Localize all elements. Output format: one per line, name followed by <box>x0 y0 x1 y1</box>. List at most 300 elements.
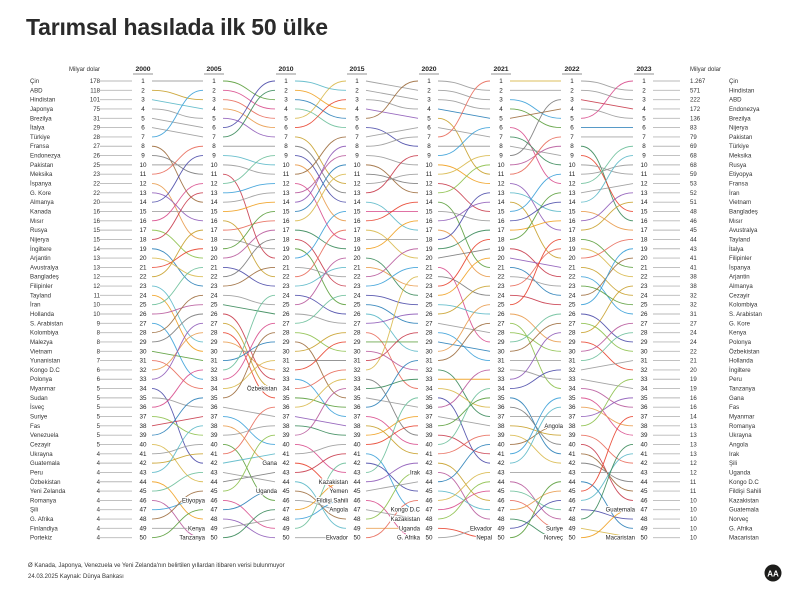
rank-label: 25 <box>282 301 290 309</box>
rank-label: 31 <box>282 357 290 365</box>
flow-line <box>438 472 490 519</box>
flow-line <box>223 90 275 137</box>
rank-label: 33 <box>282 376 290 384</box>
rank-label: 6 <box>427 124 431 132</box>
left-country-label: Türkiye <box>30 133 50 141</box>
rank-label: 13 <box>353 189 361 197</box>
rank-label: 22 <box>353 273 361 281</box>
rank-label: 44 <box>210 478 218 486</box>
right-value-label: 31 <box>690 311 697 318</box>
rank-label: 15 <box>497 208 505 216</box>
rank-label: 34 <box>210 385 218 393</box>
rank-label: 9 <box>141 152 145 160</box>
rank-label: 26 <box>139 311 147 318</box>
rank-label: 17 <box>640 227 648 235</box>
rank-label: 49 <box>282 525 290 533</box>
right-value-label: 13 <box>690 432 697 440</box>
rank-label: 35 <box>568 394 576 402</box>
rank-label: 6 <box>212 124 216 132</box>
right-country-label: G. Afrika <box>729 525 753 533</box>
rank-label: 4 <box>570 105 574 113</box>
year-header: 2021 <box>493 66 509 73</box>
right-country-label: Türkiye <box>729 143 749 151</box>
flow-line <box>223 202 275 211</box>
left-country-label: Venezuela <box>30 432 59 440</box>
flow-line <box>581 211 633 230</box>
left-value-label: 4 <box>96 450 100 458</box>
rank-label: 16 <box>640 217 648 225</box>
left-country-label: Endonezya <box>30 152 61 160</box>
rank-label: 49 <box>425 525 433 533</box>
rank-label: 7 <box>141 133 145 141</box>
left-value-label: 12 <box>93 273 100 281</box>
rank-label: 42 <box>210 460 218 468</box>
flow-line <box>438 230 490 249</box>
rank-label: 21 <box>210 264 218 272</box>
left-value-label: 10 <box>93 311 100 318</box>
rank-label: 40 <box>139 441 147 449</box>
left-value-label: 5 <box>96 422 100 430</box>
rank-label: 19 <box>282 245 290 253</box>
footnote: Ø Kanada, Japonya, Venezuela ve Yeni Zelanda'nın belirtilen yıllardan itibaren verisi bulunmuyor <box>28 563 285 569</box>
left-value-label: 5 <box>96 432 100 440</box>
rank-label: 19 <box>568 245 576 253</box>
left-country-label: G. Kore <box>30 189 51 197</box>
rank-label: 45 <box>353 488 361 496</box>
rank-label: 9 <box>212 152 216 160</box>
rank-label: 21 <box>282 264 290 272</box>
year-header: 2000 <box>135 66 151 73</box>
rank-label: 34 <box>353 385 361 393</box>
flow-line <box>152 361 203 389</box>
left-country-label: İran <box>30 301 41 309</box>
left-country-label: Özbekistan <box>30 478 61 486</box>
right-country-label: Fildişi Sahili <box>729 488 762 496</box>
left-country-label: Myanmar <box>30 385 56 393</box>
rank-label: 30 <box>640 348 648 356</box>
rank-label: 50 <box>353 534 361 542</box>
rank-label: 1 <box>427 78 431 85</box>
logo-text: AA <box>767 569 779 579</box>
right-value-label: 53 <box>690 180 697 188</box>
flow-line <box>223 81 275 100</box>
rank-label: 46 <box>497 497 505 505</box>
flow-line <box>366 333 418 361</box>
flow-line <box>510 500 561 528</box>
flow-line <box>581 165 633 174</box>
left-country-label: Romanya <box>30 497 57 505</box>
flow-line <box>510 491 561 510</box>
left-country-label: Cezayir <box>30 441 51 449</box>
rank-label: 36 <box>282 404 290 412</box>
flow-line <box>438 444 490 481</box>
right-value-label: 83 <box>690 124 697 132</box>
rank-label: 16 <box>353 217 361 225</box>
flow-line <box>581 407 633 426</box>
left-country-label: Nijerya <box>30 236 49 244</box>
left-country-label: Peru <box>30 469 43 477</box>
flow-line <box>438 323 490 360</box>
flow-line <box>223 174 275 258</box>
rank-label: 9 <box>642 152 646 160</box>
rank-label: 10 <box>282 161 290 169</box>
rank-label: 49 <box>568 525 576 533</box>
rank-label: 20 <box>210 255 218 263</box>
flow-line <box>295 295 346 314</box>
flow-line <box>366 463 418 491</box>
rank-label: 5 <box>141 115 145 123</box>
flow-line <box>438 277 490 296</box>
rank-label: 11 <box>282 171 290 179</box>
rank-label: 30 <box>210 348 218 356</box>
left-value-label: 5 <box>96 404 100 412</box>
left-value-label: 8 <box>96 338 100 346</box>
left-country-label: S. Arabistan <box>30 320 63 328</box>
left-value-label: 10 <box>93 301 100 309</box>
rank-label: 34 <box>282 385 290 393</box>
rank-label: 18 <box>139 236 147 244</box>
rank-label: 8 <box>141 143 145 151</box>
right-value-label: 12 <box>690 460 697 468</box>
rank-label: 21 <box>640 264 648 272</box>
flow-line <box>438 109 490 118</box>
right-value-label: 571 <box>690 87 701 95</box>
rank-label: 6 <box>141 124 145 132</box>
right-country-label: Avustralya <box>729 227 758 235</box>
left-value-label: 4 <box>96 534 100 542</box>
flow-line <box>223 295 275 370</box>
left-value-label: 4 <box>96 478 100 486</box>
rank-label: 13 <box>210 189 218 197</box>
flow-line <box>581 267 633 295</box>
rank-label: 10 <box>139 161 147 169</box>
rank-label: 48 <box>139 516 147 524</box>
right-country-label: Peru <box>729 376 742 384</box>
rank-label: 42 <box>139 460 147 468</box>
right-country-label: Gana <box>729 394 744 402</box>
left-country-label: Portekiz <box>30 534 53 542</box>
rank-label: 27 <box>568 320 576 328</box>
right-country-label: Pakistan <box>729 133 753 141</box>
rank-label: 39 <box>425 432 433 440</box>
flow-line <box>510 435 561 463</box>
rank-label: 38 <box>568 422 576 430</box>
rank-label: 2 <box>141 87 145 95</box>
rank-label: 4 <box>212 105 216 113</box>
rank-label: 39 <box>640 432 648 440</box>
rank-label: 28 <box>210 329 218 337</box>
rank-label: 26 <box>210 311 218 318</box>
left-country-label: Yunanistan <box>30 357 61 365</box>
flow-line <box>510 100 561 119</box>
flow-line <box>438 463 490 500</box>
year-header: 2023 <box>636 66 652 73</box>
rank-label: 37 <box>210 413 218 421</box>
rank-label: 47 <box>568 506 576 514</box>
rank-label: 13 <box>425 189 433 197</box>
rank-label: 22 <box>640 273 648 281</box>
rank-label: 47 <box>497 506 505 514</box>
inline-country-label: Irak <box>409 470 420 477</box>
rank-label: 28 <box>282 329 290 337</box>
inline-country-label: G. Afrika <box>396 535 420 542</box>
right-value-label: 20 <box>690 366 697 374</box>
rank-label: 24 <box>568 292 576 300</box>
right-value-label: 19 <box>690 385 697 393</box>
right-country-label: Guatemala <box>729 506 759 514</box>
right-value-label: 13 <box>690 441 697 449</box>
rank-label: 46 <box>210 497 218 505</box>
inline-country-label: Kenya <box>187 526 205 533</box>
rank-label: 39 <box>568 432 576 440</box>
right-country-label: Myanmar <box>729 413 755 421</box>
rank-label: 1 <box>570 78 574 85</box>
right-value-label: 10 <box>690 534 697 542</box>
rank-label: 33 <box>568 376 576 384</box>
year-header: 2010 <box>278 66 294 73</box>
rank-label: 12 <box>497 180 505 188</box>
rank-label: 12 <box>139 180 147 188</box>
rank-label: 48 <box>640 516 648 524</box>
right-value-label: 52 <box>690 189 697 197</box>
rank-label: 25 <box>139 301 147 309</box>
rank-label: 45 <box>425 488 433 496</box>
rank-label: 15 <box>353 208 361 216</box>
rank-label: 2 <box>642 87 646 95</box>
flow-line <box>510 333 561 352</box>
unit-label-right: Milyar dolar <box>690 67 722 73</box>
rank-label: 47 <box>640 506 648 514</box>
rank-label: 41 <box>282 450 290 458</box>
left-country-label: Hollanda <box>30 311 55 318</box>
rank-label: 4 <box>284 105 288 113</box>
flow-line <box>152 156 203 203</box>
rank-label: 30 <box>497 348 505 356</box>
flow-line <box>295 342 346 370</box>
flow-line <box>581 100 633 109</box>
left-country-label: Polonya <box>30 376 53 384</box>
rank-label: 15 <box>282 208 290 216</box>
flow-line <box>152 426 203 473</box>
rank-label: 44 <box>353 478 361 486</box>
right-country-label: Vietnam <box>729 199 752 207</box>
rank-label: 9 <box>284 152 288 160</box>
flow-line <box>438 193 490 240</box>
rank-label: 45 <box>568 488 576 496</box>
rank-label: 13 <box>139 189 147 197</box>
left-value-label: 4 <box>96 497 100 505</box>
right-country-label: Arjantin <box>729 273 750 281</box>
right-country-label: İngiltere <box>729 366 751 374</box>
rank-label: 37 <box>353 413 361 421</box>
rank-label: 14 <box>568 199 576 207</box>
inline-country-label: Uganda <box>398 526 420 533</box>
inline-country-label: Nepal <box>476 535 492 542</box>
rank-label: 16 <box>210 217 218 225</box>
right-value-label: 13 <box>690 450 697 458</box>
rank-label: 37 <box>425 413 433 421</box>
inline-country-label: Özbekistan <box>246 386 277 393</box>
rank-label: 14 <box>640 199 648 207</box>
right-country-label: Cezayir <box>729 292 750 300</box>
right-country-label: Kongo D.C <box>729 478 759 486</box>
rank-label: 17 <box>139 227 147 235</box>
rank-label: 44 <box>640 478 648 486</box>
right-value-label: 59 <box>690 171 697 179</box>
rank-label: 14 <box>497 199 505 207</box>
rank-label: 1 <box>284 78 288 85</box>
rank-label: 28 <box>640 329 648 337</box>
left-country-label: Rusya <box>30 227 48 235</box>
left-value-label: 5 <box>96 385 100 393</box>
inline-country-label: Yemen <box>329 489 348 496</box>
rank-label: 44 <box>497 478 505 486</box>
rank-label: 7 <box>570 133 574 141</box>
rank-label: 25 <box>210 301 218 309</box>
right-country-label: İran <box>729 189 740 197</box>
flow-line <box>366 202 418 230</box>
left-country-label: Kongo D.C <box>30 366 60 374</box>
rank-label: 23 <box>425 283 433 291</box>
inline-country-label: Ekvador <box>469 526 492 533</box>
rank-label: 42 <box>640 460 648 468</box>
rank-label: 21 <box>497 264 505 272</box>
rank-label: 40 <box>568 441 576 449</box>
rank-label: 4 <box>499 105 503 113</box>
left-country-label: Suriye <box>30 413 48 421</box>
rank-label: 1 <box>141 78 145 85</box>
unit-label-left: Milyar dolar <box>68 67 100 73</box>
flow-line <box>366 417 418 436</box>
left-country-label: Meksika <box>30 171 53 179</box>
right-value-label: 44 <box>690 236 697 244</box>
inline-country-label: Norveç <box>543 535 563 542</box>
left-value-label: 22 <box>93 189 100 197</box>
rank-label: 40 <box>210 441 218 449</box>
rank-label: 37 <box>568 413 576 421</box>
left-country-label: Yeni Zelanda <box>30 488 66 496</box>
rank-label: 27 <box>425 320 433 328</box>
rank-label: 19 <box>640 245 648 253</box>
rank-label: 30 <box>425 348 433 356</box>
rank-label: 50 <box>497 534 505 542</box>
rank-label: 18 <box>640 236 648 244</box>
left-country-label: Fransa <box>30 143 49 151</box>
left-country-label: Japonya <box>30 105 54 113</box>
left-value-label: 75 <box>93 105 100 113</box>
rank-label: 23 <box>282 283 290 291</box>
right-value-label: 41 <box>690 255 697 263</box>
rank-label: 50 <box>568 534 576 542</box>
rank-label: 3 <box>570 96 574 104</box>
rank-label: 38 <box>640 422 648 430</box>
rank-label: 12 <box>568 180 576 188</box>
right-value-label: 38 <box>690 273 697 281</box>
left-value-label: 4 <box>96 460 100 468</box>
right-country-label: Şili <box>729 460 738 468</box>
flow-line <box>366 267 418 286</box>
rank-label: 23 <box>139 283 147 291</box>
left-value-label: 12 <box>93 283 100 291</box>
right-value-label: 222 <box>690 96 701 104</box>
rank-label: 24 <box>497 292 505 300</box>
right-value-label: 27 <box>690 320 697 328</box>
flow-line <box>510 109 561 128</box>
rank-label: 17 <box>425 227 433 235</box>
rank-label: 9 <box>355 152 359 160</box>
flow-line <box>223 305 275 314</box>
rank-label: 19 <box>497 245 505 253</box>
left-value-label: 8 <box>96 348 100 356</box>
flow-line <box>366 398 418 473</box>
rank-label: 18 <box>210 236 218 244</box>
left-value-label: 178 <box>89 78 100 85</box>
rank-label: 49 <box>640 525 648 533</box>
rank-label: 44 <box>568 478 576 486</box>
flow-line <box>152 90 203 137</box>
right-value-label: 16 <box>690 404 697 412</box>
rank-label: 18 <box>497 236 505 244</box>
rank-label: 36 <box>568 404 576 412</box>
rank-label: 34 <box>640 385 648 393</box>
rank-label: 22 <box>282 273 290 281</box>
rank-label: 8 <box>499 143 503 151</box>
rank-label: 16 <box>282 217 290 225</box>
chart-title: Tarımsal hasılada ilk 50 ülke <box>26 14 328 40</box>
left-value-label: 20 <box>93 199 100 207</box>
flow-line <box>581 286 633 333</box>
right-value-label: 172 <box>690 105 701 113</box>
rank-label: 24 <box>353 292 361 300</box>
flow-line <box>438 435 490 454</box>
rank-label: 11 <box>353 171 361 179</box>
rank-label: 27 <box>497 320 505 328</box>
left-value-label: 15 <box>93 227 100 235</box>
flow-line <box>152 417 203 436</box>
rank-label: 6 <box>355 124 359 132</box>
flow-line <box>223 519 275 538</box>
right-country-label: S. Arabistan <box>729 311 762 318</box>
right-country-label: Tayland <box>729 236 751 244</box>
rank-label: 26 <box>282 311 290 318</box>
rank-label: 42 <box>353 460 361 468</box>
rank-label: 8 <box>212 143 216 151</box>
rank-label: 8 <box>284 143 288 151</box>
right-value-label: 24 <box>690 329 697 337</box>
flow-line <box>223 314 275 379</box>
flow-line <box>438 156 490 175</box>
rank-label: 27 <box>640 320 648 328</box>
rank-label: 49 <box>497 525 505 533</box>
flow-line <box>295 370 346 389</box>
left-value-label: 23 <box>93 171 100 179</box>
rank-label: 7 <box>355 133 359 141</box>
right-country-label: Nijerya <box>729 124 748 132</box>
rank-label: 41 <box>497 450 505 458</box>
right-value-label: 13 <box>690 422 697 430</box>
left-value-label: 4 <box>96 516 100 524</box>
flow-line <box>581 454 633 501</box>
inline-country-label: Suriye <box>545 526 563 533</box>
left-value-label: 5 <box>96 394 100 402</box>
right-value-label: 10 <box>690 525 697 533</box>
rank-label: 20 <box>139 255 147 263</box>
rank-label: 39 <box>139 432 147 440</box>
left-value-label: 31 <box>93 115 100 123</box>
rank-label: 3 <box>355 96 359 104</box>
flow-line <box>152 417 203 426</box>
rank-label: 30 <box>353 348 361 356</box>
